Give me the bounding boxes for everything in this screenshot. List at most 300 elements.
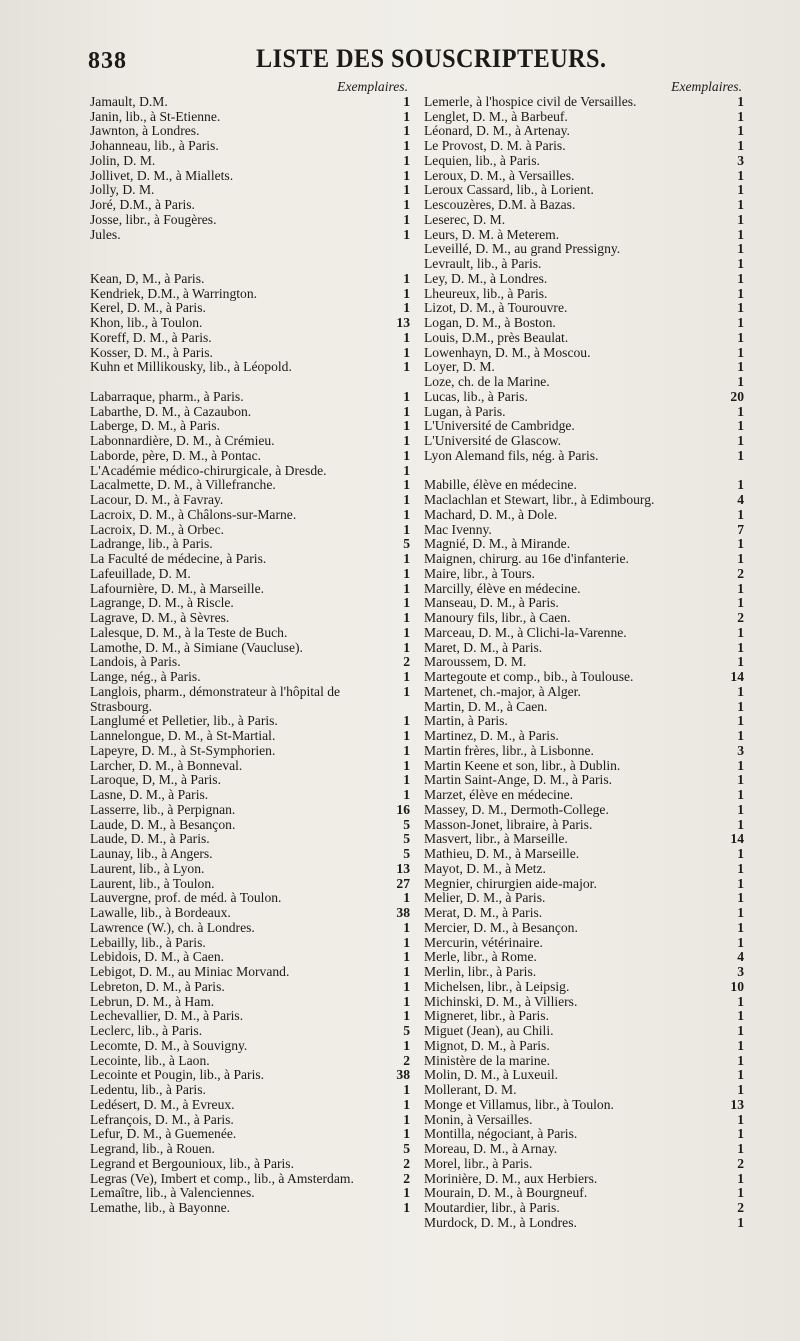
- subscriber-name: Lyon Alemand fils, nég. à Paris.: [424, 447, 599, 463]
- subscriber-entry: [424, 1216, 744, 1231]
- copies-count: 1: [737, 1185, 744, 1201]
- copies-count: 1: [737, 1067, 744, 1083]
- subscriber-name: Lawalle, lib., à Bordeaux.: [90, 905, 231, 920]
- subscriber-name: Lucas, lib., à Paris.: [424, 388, 528, 404]
- copies-count: 4: [737, 492, 744, 507]
- copies-count: 1: [403, 1126, 410, 1142]
- section-spacer: [90, 242, 410, 257]
- subscriber-name: Miguet (Jean), au Chili.: [424, 1023, 554, 1038]
- copies-count: 1: [403, 1185, 410, 1201]
- copies-count: 1: [403, 1096, 410, 1112]
- copies-count: 1: [403, 1037, 410, 1053]
- subscriber-name: Martin, à Paris.: [424, 713, 508, 729]
- copies-count: 7: [737, 521, 744, 537]
- subscriber-name: Loze, ch. de la Marine.: [424, 374, 550, 389]
- subscriber-name: Lechevallier, D. M., à Paris.: [90, 1008, 244, 1024]
- copies-count: 1: [737, 551, 744, 566]
- subscriber-entry: [90, 1054, 410, 1069]
- copies-count: 1: [737, 123, 744, 139]
- subscriber-name: Masson-Jonet, libraire, à Paris.: [424, 816, 593, 832]
- subscriber-name: Lange, nég., à Paris.: [90, 669, 201, 684]
- copies-count: 1: [737, 433, 744, 448]
- subscriber-name: Lagrange, D. M., à Riscle.: [90, 595, 234, 611]
- subscriber-name: Michinski, D. M., à Villiers.: [424, 993, 578, 1009]
- subscriber-name: Montilla, négociant, à Paris.: [424, 1126, 578, 1142]
- subscriber-name: Lemathe, lib., à Bayonne.: [90, 1200, 231, 1215]
- copies-count: 1: [403, 447, 410, 463]
- copies-count: 1: [737, 418, 744, 434]
- copies-count: 10: [730, 978, 744, 994]
- subscriber-name: Leserec, D. M.: [424, 211, 506, 227]
- subscriber-entry: [424, 921, 744, 936]
- subscriber-entry: [90, 1186, 410, 1201]
- copies-count: 5: [403, 1023, 410, 1038]
- subscriber-column-left: [90, 80, 410, 1216]
- subscriber-name: Martenet, ch.-major, à Alger.: [424, 683, 581, 699]
- subscriber-name: Manseau, D. M., à Paris.: [424, 595, 559, 611]
- copies-count: 1: [403, 152, 410, 168]
- copies-count: 1: [403, 492, 410, 507]
- subscriber-entry: [90, 891, 410, 906]
- subscriber-name: Lefrançois, D. M., à Paris.: [90, 1111, 234, 1127]
- subscriber-name: Lebreton, D. M., à Paris.: [90, 978, 225, 994]
- subscriber-entry: [90, 626, 410, 641]
- copies-count: 5: [403, 536, 410, 552]
- subscriber-entry: [424, 1113, 744, 1128]
- copies-count: 1: [403, 757, 410, 773]
- copies-count: 1: [403, 182, 410, 198]
- subscriber-name: Mercier, D. M., à Besançon.: [424, 919, 578, 935]
- copies-count: 1: [737, 167, 744, 183]
- copies-count: 16: [396, 801, 410, 817]
- copies-count: 1: [403, 728, 410, 743]
- subscriber-entry: [424, 582, 744, 597]
- copies-count: 1: [737, 477, 744, 493]
- subscriber-entry: [90, 1039, 410, 1054]
- subscriber-entry: [90, 744, 410, 759]
- copies-count: 1: [403, 580, 410, 596]
- subscriber-entry: [424, 1054, 744, 1069]
- copies-count: 1: [737, 860, 744, 876]
- subscriber-name: Maclachlan et Stewart, libr., à Edimbourg.: [424, 492, 655, 507]
- subscriber-entry: [90, 1068, 410, 1083]
- subscriber-entry: [424, 405, 744, 420]
- subscriber-name: Laberge, D. M., à Paris.: [90, 418, 220, 434]
- copies-count: 1: [403, 993, 410, 1009]
- subscriber-entry: [424, 154, 744, 169]
- subscriber-name: Lenglet, D. M., à Barbeuf.: [424, 108, 568, 124]
- subscriber-name: Kuhn et Millikousky, lib., à Léopold.: [90, 359, 292, 375]
- copies-count: 1: [737, 329, 744, 345]
- copies-count: 1: [403, 403, 410, 419]
- subscriber-entry: [90, 464, 410, 479]
- copies-count: 1: [737, 890, 744, 906]
- subscriber-name: Lebailly, lib., à Paris.: [90, 934, 206, 950]
- copies-count: 1: [403, 1200, 410, 1215]
- subscriber-name: Lheureux, lib., à Paris.: [424, 285, 548, 301]
- subscriber-entry: [424, 744, 744, 759]
- copies-count: 1: [403, 1111, 410, 1127]
- copies-count: 1: [737, 211, 744, 227]
- copies-count: 1: [737, 698, 744, 714]
- subscriber-entry: [90, 287, 410, 302]
- subscriber-name: Maroussem, D. M.: [424, 654, 527, 670]
- copies-count: 3: [737, 964, 744, 979]
- subscriber-name: Mollerant, D. M.: [424, 1082, 517, 1097]
- subscriber-name: Jamault, D.M.: [90, 93, 168, 109]
- page-header: [88, 44, 768, 78]
- subscriber-entry: [90, 1098, 410, 1113]
- subscriber-entry: [90, 759, 410, 774]
- copies-count: 1: [403, 477, 410, 493]
- subscriber-entry: [90, 183, 410, 198]
- subscriber-name: Mayot, D. M., à Metz.: [424, 860, 546, 876]
- column-header-exemplaires: Exemplaires.: [337, 79, 408, 94]
- subscriber-entry: [424, 419, 744, 434]
- subscriber-name: Lebrun, D. M., à Ham.: [90, 993, 215, 1009]
- copies-count: 14: [730, 831, 744, 847]
- copies-count: 1: [403, 683, 410, 699]
- subscriber-entry: [424, 537, 744, 552]
- copies-count: 1: [737, 1052, 744, 1068]
- subscriber-name: Jules.: [90, 226, 121, 242]
- subscriber-entry: [424, 685, 744, 700]
- subscriber-entry: [90, 877, 410, 892]
- subscriber-name: Ministère de la marine.: [424, 1052, 551, 1068]
- copies-count: 1: [403, 595, 410, 611]
- subscriber-name: Moutardier, libr., à Paris.: [424, 1200, 560, 1215]
- copies-count: 1: [737, 285, 744, 301]
- subscriber-entry: [90, 1083, 410, 1098]
- copies-count: 1: [403, 669, 410, 684]
- copies-count: 1: [737, 182, 744, 198]
- subscriber-name: Murdock, D. M., à Londres.: [424, 1214, 577, 1230]
- subscriber-entry: [90, 818, 410, 833]
- copies-count: 1: [737, 728, 744, 743]
- copies-count: 1: [737, 344, 744, 360]
- subscriber-name: Louis, D.M., près Beaulat.: [424, 329, 569, 345]
- copies-count: 1: [737, 816, 744, 832]
- subscriber-name: Laurent, lib., à Toulon.: [90, 875, 215, 891]
- copies-count: 1: [403, 964, 410, 979]
- subscriber-name: Johanneau, lib., à Paris.: [90, 138, 219, 153]
- subscriber-entry: [90, 434, 410, 449]
- subscriber-name: Le Provost, D. M. à Paris.: [424, 138, 566, 153]
- subscriber-entry: [424, 1098, 744, 1113]
- copies-count: 27: [396, 875, 410, 891]
- subscriber-name: Laroque, D, M., à Paris.: [90, 772, 221, 788]
- subscriber-name: Léonard, D. M., à Artenay.: [424, 123, 570, 139]
- subscriber-entry: [424, 965, 744, 980]
- subscriber-entry: [90, 523, 410, 538]
- copies-count: 13: [730, 1096, 744, 1112]
- subscriber-name: Legrand et Bergounioux, lib., à Paris.: [90, 1155, 294, 1171]
- subscriber-name: Lecomte, D. M., à Souvigny.: [90, 1037, 248, 1053]
- subscriber-entry: [90, 169, 410, 184]
- subscriber-name: Lacour, D. M., à Favray.: [90, 492, 224, 507]
- subscriber-entry: [90, 906, 410, 921]
- copies-count: 1: [737, 919, 744, 935]
- copies-count: 1: [737, 801, 744, 817]
- subscriber-name: Ladrange, lib., à Paris.: [90, 536, 213, 552]
- copies-count: 1: [403, 300, 410, 316]
- subscriber-entry: [90, 980, 410, 995]
- subscriber-name: Lasserre, lib., à Perpignan.: [90, 801, 236, 817]
- subscriber-name: Leurs, D. M. à Meterem.: [424, 226, 560, 242]
- copies-count: 5: [403, 831, 410, 847]
- copies-count: 1: [737, 580, 744, 596]
- subscriber-entry: [90, 670, 410, 685]
- subscriber-name: Lebigot, D. M., au Miniac Morvand.: [90, 964, 290, 979]
- subscriber-name: L'Université de Cambridge.: [424, 418, 575, 434]
- subscriber-name: Marzet, élève en médecine.: [424, 787, 574, 802]
- subscriber-entry: [424, 434, 744, 449]
- copies-count: 1: [737, 1126, 744, 1142]
- copies-count: 1: [403, 565, 410, 581]
- copies-count: 1: [737, 270, 744, 286]
- subscriber-entry: [90, 331, 410, 346]
- subscriber-name: Ledentu, lib., à Paris.: [90, 1082, 206, 1097]
- subscriber-name: Leroux Cassard, lib., à Lorient.: [424, 182, 594, 198]
- subscriber-name: Mabille, élève en médecine.: [424, 477, 577, 493]
- subscriber-entry: [90, 862, 410, 877]
- subscriber-entry: [90, 154, 410, 169]
- subscriber-entry: [424, 877, 744, 892]
- subscriber-entry: [424, 316, 744, 331]
- subscriber-entry: [424, 390, 744, 405]
- copies-count: 1: [737, 624, 744, 640]
- subscriber-entry: [424, 1039, 744, 1054]
- subscriber-entry: [90, 449, 410, 464]
- subscriber-name: Landois, à Paris.: [90, 654, 181, 670]
- subscriber-entry: [424, 1083, 744, 1098]
- copies-count: 2: [403, 654, 410, 670]
- subscriber-entry: [424, 213, 744, 228]
- subscriber-name: Lapeyre, D. M., à St-Symphorien.: [90, 742, 276, 758]
- subscriber-entry: [424, 803, 744, 818]
- subscriber-entry: [424, 1157, 744, 1172]
- copies-count: 1: [737, 713, 744, 729]
- subscriber-name: Khon, lib., à Toulon.: [90, 315, 203, 330]
- copies-count: 1: [403, 344, 410, 360]
- subscriber-name: Lafeuillade, D. M.: [90, 565, 191, 581]
- subscriber-name: Lauvergne, prof. de méd. à Toulon.: [90, 890, 282, 906]
- copies-count: 4: [737, 949, 744, 965]
- subscriber-entry: [90, 995, 410, 1010]
- copies-count: 1: [403, 772, 410, 788]
- subscriber-name: Mercurin, vétérinaire.: [424, 934, 543, 950]
- copies-count: 1: [403, 108, 410, 124]
- subscriber-entry: [90, 360, 410, 375]
- copies-count: 2: [403, 1155, 410, 1171]
- subscriber-name: Merlin, libr., à Paris.: [424, 964, 537, 979]
- subscriber-entry: [90, 1009, 410, 1024]
- subscriber-name: Martinez, D. M., à Paris.: [424, 728, 559, 743]
- copies-count: 1: [403, 506, 410, 522]
- subscriber-entry: [424, 950, 744, 965]
- subscriber-name: Janin, lib., à St-Etienne.: [90, 108, 221, 124]
- subscriber-name: Lacroix, D. M., à Orbec.: [90, 521, 224, 537]
- subscriber-name: Levrault, lib., à Paris.: [424, 256, 542, 271]
- copies-count: 1: [403, 551, 410, 566]
- subscriber-entry: [424, 567, 744, 582]
- subscriber-name: Lawrence (W.), ch. à Londres.: [90, 919, 255, 935]
- copies-count: 1: [403, 433, 410, 448]
- subscriber-entry: [424, 596, 744, 611]
- subscriber-entry: [424, 670, 744, 685]
- subscriber-entry: [424, 906, 744, 921]
- copies-count: 1: [737, 772, 744, 788]
- subscriber-entry: [90, 1113, 410, 1128]
- subscriber-entry: [424, 552, 744, 567]
- subscriber-entry: [424, 611, 744, 626]
- subscriber-entry: [424, 449, 744, 464]
- subscriber-entry: [90, 729, 410, 744]
- subscriber-name: L'Académie médico-chirurgicale, à Dresde.: [90, 462, 327, 478]
- copies-count: 1: [737, 197, 744, 212]
- subscriber-name: Magnié, D. M., à Mirande.: [424, 536, 571, 552]
- subscriber-name: L'Université de Glascow.: [424, 433, 562, 448]
- copies-count: 1: [737, 138, 744, 153]
- copies-count: 1: [737, 256, 744, 271]
- subscriber-name: Loyer, D. M.: [424, 359, 495, 375]
- subscriber-entry: [90, 419, 410, 434]
- copies-count: 1: [403, 624, 410, 640]
- subscriber-entry: [90, 228, 410, 243]
- subscriber-name: Kerel, D. M., à Paris.: [90, 300, 206, 316]
- subscriber-entry: [90, 655, 410, 670]
- subscriber-entry: [424, 198, 744, 213]
- subscriber-name: Leroux, D. M., à Versailles.: [424, 167, 575, 183]
- copies-count: 20: [730, 388, 744, 404]
- copies-count: 1: [737, 654, 744, 670]
- copies-count: 1: [403, 639, 410, 655]
- copies-count: 1: [737, 1111, 744, 1127]
- subscriber-entry: [90, 110, 410, 125]
- subscriber-entry: [90, 346, 410, 361]
- subscriber-entry: [90, 1157, 410, 1172]
- copies-count: 1: [737, 403, 744, 419]
- copies-count: 2: [737, 1200, 744, 1215]
- subscriber-name: Labarthe, D. M., à Cazaubon.: [90, 403, 252, 419]
- subscriber-entry: [424, 655, 744, 670]
- copies-count: 1: [737, 1082, 744, 1097]
- subscriber-name: Marceau, D. M., à Clichi-la-Varenne.: [424, 624, 627, 640]
- subscriber-entry: [424, 228, 744, 243]
- subscriber-name: Morinière, D. M., aux Herbiers.: [424, 1170, 598, 1186]
- copies-count: 1: [403, 197, 410, 212]
- subscriber-name: Michelsen, libr., à Leipsig.: [424, 978, 570, 994]
- subscriber-entry: [424, 847, 744, 862]
- subscriber-entry: [424, 346, 744, 361]
- subscriber-entry: [90, 537, 410, 552]
- subscriber-entry: [90, 950, 410, 965]
- copies-count: 1: [403, 1082, 410, 1097]
- copies-count: 1: [403, 123, 410, 139]
- subscriber-name: Manoury fils, libr., à Caen.: [424, 610, 571, 625]
- subscriber-entry: [424, 301, 744, 316]
- subscriber-entry: [424, 832, 744, 847]
- section-spacer: [424, 464, 744, 479]
- copies-count: 5: [403, 1141, 410, 1156]
- subscriber-name: Josse, libr., à Fougères.: [90, 211, 217, 227]
- copies-count: 3: [737, 742, 744, 758]
- subscriber-entry: [424, 272, 744, 287]
- subscriber-entry: [424, 1186, 744, 1201]
- copies-count: 1: [403, 713, 410, 729]
- subscriber-entry: [90, 714, 410, 729]
- subscriber-entry: [90, 567, 410, 582]
- subscriber-entry: [90, 788, 410, 803]
- page-title: LISTE DES SOUSCRIPTEURS.: [256, 44, 607, 73]
- copies-count: 2: [403, 1170, 410, 1186]
- subscriber-name: Logan, D. M., à Boston.: [424, 315, 556, 330]
- copies-count: 2: [403, 1052, 410, 1068]
- subscriber-name: Martegoute et comp., bib., à Toulouse.: [424, 669, 634, 684]
- subscriber-entry: [424, 788, 744, 803]
- subscriber-name: Masvert, libr., à Marseille.: [424, 831, 568, 847]
- subscriber-entry: [424, 375, 744, 390]
- subscriber-name: Lizot, D. M., à Tourouvre.: [424, 300, 568, 316]
- subscriber-column-right: [424, 80, 744, 1231]
- subscriber-name: Moreau, D. M., à Arnay.: [424, 1141, 558, 1156]
- subscriber-name: Marcilly, élève en médecine.: [424, 580, 581, 596]
- copies-count: 1: [737, 1214, 744, 1230]
- subscriber-entry: [424, 980, 744, 995]
- subscriber-entry: [424, 360, 744, 375]
- copies-count: 1: [737, 683, 744, 699]
- subscriber-entry: [424, 508, 744, 523]
- subscriber-entry: [90, 301, 410, 316]
- subscriber-name: Martin Keene et son, libr., à Dublin.: [424, 757, 621, 773]
- copies-count: 1: [737, 315, 744, 330]
- subscriber-name: Lefur, D. M., à Guemenée.: [90, 1126, 237, 1142]
- copies-count: 1: [737, 300, 744, 316]
- subscriber-entry: [90, 936, 410, 951]
- subscriber-name: Lowenhayn, D. M., à Moscou.: [424, 344, 591, 360]
- subscriber-name: Lecointe et Pougin, lib., à Paris.: [90, 1067, 265, 1083]
- subscriber-entry: [424, 169, 744, 184]
- subscriber-name: Laude, D. M., à Besançon.: [90, 816, 236, 832]
- copies-count: 14: [730, 669, 744, 684]
- subscriber-entry: [90, 316, 410, 331]
- subscriber-name: Kean, D, M., à Paris.: [90, 270, 205, 286]
- subscriber-entry: [424, 1201, 744, 1216]
- copies-count: 1: [737, 595, 744, 611]
- subscriber-entry: [424, 1172, 744, 1187]
- subscriber-entry: [90, 139, 410, 154]
- copies-count: 1: [403, 329, 410, 345]
- copies-count: 1: [403, 93, 410, 109]
- subscriber-entry: [90, 596, 410, 611]
- subscriber-entry: [90, 803, 410, 818]
- copies-count: 1: [737, 359, 744, 375]
- subscriber-entry: [90, 847, 410, 862]
- subscriber-entry: [90, 582, 410, 597]
- copies-count: 1: [737, 1141, 744, 1156]
- subscriber-entry: [90, 1201, 410, 1216]
- section-spacer: [90, 257, 410, 272]
- subscriber-name: Launay, lib., à Angers.: [90, 846, 213, 861]
- subscriber-entry: [90, 641, 410, 656]
- subscriber-entry: [424, 700, 744, 715]
- copies-count: 1: [403, 742, 410, 758]
- subscriber-entry: [424, 714, 744, 729]
- subscriber-entry: [90, 198, 410, 213]
- subscriber-entry: [90, 965, 410, 980]
- subscriber-entry: [90, 272, 410, 287]
- copies-count: 1: [403, 226, 410, 242]
